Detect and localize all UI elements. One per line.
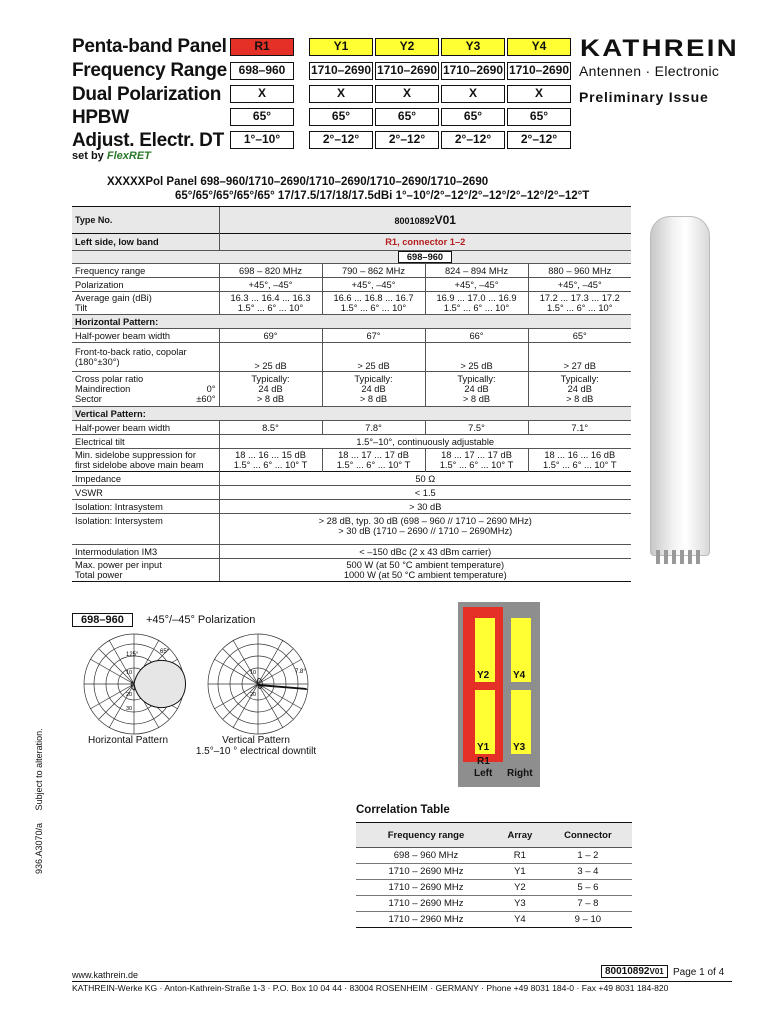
type-number: 80010892V01	[219, 207, 631, 234]
spec-table	[72, 206, 631, 582]
antenna-connector	[680, 550, 684, 564]
pattern-band-box: 698–960	[72, 613, 133, 627]
preliminary-issue: Preliminary Issue	[579, 89, 709, 105]
label-frequency-range: Frequency Range	[72, 60, 227, 81]
correlation-title: Correlation Table	[356, 804, 450, 816]
footer-address: KATHREIN-Werke KG · Anton-Kathrein-Straße 1-3 · P.O. Box 10 04 44 · 83004 ROSENHEIM · GERMANY · Phone +49 8031 184-0 · Fax +49 8031 184-820	[72, 983, 669, 993]
sls-cell: 18 ... 16 ... 15 dB 1.5° ... 6° ... 10° T	[219, 449, 322, 472]
connector-label: R1, connector 1–2	[219, 234, 631, 251]
gain-cell: 17.2 ... 17.3 ... 17.2 1.5° ... 6° ... 10°	[528, 292, 631, 315]
footer-divider	[72, 981, 732, 982]
set-by: set by FlexRET	[72, 150, 151, 162]
hpbw-cell: 65°	[528, 329, 631, 343]
band-y2: Y2	[375, 38, 439, 56]
corr-header: Array	[496, 823, 544, 848]
gain-cell: 16.3 ... 16.4 ... 16.3 1.5° ... 6° ... 10°	[219, 292, 322, 315]
freq-y4: 1710–2690	[507, 62, 571, 80]
pol-y1: X	[309, 85, 373, 103]
tilt-y2: 2°–12°	[375, 131, 439, 149]
power-value: 500 W (at 50 °C ambient temperature) 1000 W (at 50 °C ambient temperature)	[219, 559, 631, 582]
sls-cell: 18 ... 17 ... 17 dB 1.5° ... 6° ... 10° T	[425, 449, 528, 472]
table-row: 1710 – 2690 MHz Y1 3 – 4	[356, 864, 632, 880]
gain-cell: 16.9 ... 17.0 ... 16.9 1.5° ... 6° ... 10°	[425, 292, 528, 315]
freq-r1: 698–960	[230, 62, 294, 80]
tilt-r1: 1°–10°	[230, 131, 294, 149]
band-r1: R1	[230, 38, 294, 56]
footer-type-id: 80010892V01	[601, 965, 668, 978]
freq-cell: 790 – 862 MHz	[322, 264, 425, 278]
freq-cell: 698 – 820 MHz	[219, 264, 322, 278]
hpbw-r1: 65°	[230, 108, 294, 126]
horizontal-pattern-plot	[70, 632, 198, 736]
impedance-value: 50 Ω	[219, 472, 631, 486]
pol-cell: +45°, –45°	[425, 278, 528, 292]
hpbw-y4: 65°	[507, 108, 571, 126]
vhpbw-label: Half-power beam width	[72, 421, 219, 435]
ftb-cell: > 27 dB	[528, 343, 631, 372]
pol-label: Polarization	[72, 278, 219, 292]
freq-y1: 1710–2690	[309, 62, 373, 80]
pol-cell: +45°, –45°	[219, 278, 322, 292]
h-mark-65: 65°	[160, 649, 170, 655]
type-label: Type No.	[72, 207, 219, 234]
xpol-cell: Typically: 24 dB > 8 dB	[425, 372, 528, 407]
ftb-cell: > 25 dB	[322, 343, 425, 372]
ring-label: 20	[250, 692, 257, 698]
pol-r1: X	[230, 85, 294, 103]
pol-cell: +45°, –45°	[322, 278, 425, 292]
band-y1: Y1	[309, 38, 373, 56]
vhpbw-cell: 8.5°	[219, 421, 322, 435]
iso-intra-value: > 30 dB	[219, 500, 631, 514]
array-label-y3: Y3	[513, 742, 526, 753]
product-title-line2: 65°/65°/65°/65°/65° 17/17.5/17/18/17.5dBi 1°–10°/2°–12°/2°–12°/2°–12°/2°–12°T	[175, 190, 590, 202]
pol-y2: X	[375, 85, 439, 103]
table-row: 1710 – 2960 MHz Y4 9 – 10	[356, 912, 632, 928]
freq-y3: 1710–2690	[441, 62, 505, 80]
xpol-label: Cross polar ratio Maindirection 0° Sector ±60°	[72, 372, 219, 407]
left-side-label: Left side, low band	[72, 234, 219, 251]
hpbw-cell: 67°	[322, 329, 425, 343]
corr-header: Connector	[544, 823, 632, 848]
freq-label: Frequency range	[72, 264, 219, 278]
label-adjust-electr-dt: Adjust. Electr. DT	[72, 130, 224, 151]
tilt-y3: 2°–12°	[441, 131, 505, 149]
array-label-y1: Y1	[477, 742, 490, 753]
array-label-y2: Y2	[477, 670, 490, 681]
hpbw-cell: 66°	[425, 329, 528, 343]
sls-cell: 18 ... 17 ... 17 dB 1.5° ... 6° ... 10° T	[322, 449, 425, 472]
horizontal-pattern-label: Horizontal Pattern	[87, 735, 169, 746]
antenna-connector	[656, 550, 660, 564]
pol-y3: X	[441, 85, 505, 103]
power-label: Max. power per input Total power	[72, 559, 219, 582]
iso-inter-value: > 28 dB, typ. 30 dB (698 – 960 // 1710 – 2690 MHz) > 30 dB (1710 – 2690 // 1710 – 2690MHz)	[219, 514, 631, 545]
vertical-pattern-label: Vertical Pattern 1.5°–10 ° electrical downtilt	[195, 735, 317, 757]
pol-y4: X	[507, 85, 571, 103]
vswr-label: VSWR	[72, 486, 219, 500]
antenna-connector	[672, 550, 676, 564]
xpol-cell: Typically: 24 dB > 8 dB	[528, 372, 631, 407]
footer-page-number: Page 1 of 4	[673, 967, 725, 978]
label-penta-band: Penta-band Panel	[72, 36, 227, 57]
ftb-label: Front-to-back ratio, copolar (180°±30°)	[72, 343, 219, 372]
xpol-cell: Typically: 24 dB > 8 dB	[219, 372, 322, 407]
ftb-cell: > 25 dB	[219, 343, 322, 372]
tilt-y4: 2°–12°	[507, 131, 571, 149]
antenna-connector	[688, 550, 692, 564]
vertical-pattern-heading: Vertical Pattern:	[72, 407, 631, 421]
etilt-label: Electrical tilt	[72, 435, 219, 449]
antenna-connector	[664, 550, 668, 564]
sls-cell: 18 ... 16 ... 16 dB 1.5° ... 6° ... 10° T	[528, 449, 631, 472]
band-y3: Y3	[441, 38, 505, 56]
pattern-polarization: +45°/–45° Polarization	[146, 614, 256, 626]
iso-inter-label: Isolation: Intersystem	[72, 514, 219, 545]
band-y4: Y4	[507, 38, 571, 56]
flexret-logo: FlexRET	[106, 150, 151, 162]
antenna-image	[650, 216, 710, 556]
product-title-line1: XXXXXPol Panel 698–960/1710–2690/1710–2690/1710–2690/1710–2690	[107, 176, 489, 188]
hpbw-y1: 65°	[309, 108, 373, 126]
hpbw-label: Half-power beam width	[72, 329, 219, 343]
vertical-pattern-plot	[198, 632, 318, 736]
ring-label: 30	[126, 706, 133, 712]
pol-cell: +45°, –45°	[528, 278, 631, 292]
table-row: 1710 – 2690 MHz Y2 5 – 6	[356, 880, 632, 896]
iso-intra-label: Isolation: Intrasystem	[72, 500, 219, 514]
table-row: 1710 – 2690 MHz Y3 7 – 8	[356, 896, 632, 912]
gain-label: Average gain (dBi) Tilt	[72, 292, 219, 315]
kathrein-logo: KATHREIN	[580, 35, 739, 62]
hpbw-cell: 69°	[219, 329, 322, 343]
vhpbw-cell: 7.8°	[322, 421, 425, 435]
vswr-value: < 1.5	[219, 486, 631, 500]
hpbw-y3: 65°	[441, 108, 505, 126]
im3-label: Intermodulation IM3	[72, 545, 219, 559]
ring-label: 20	[126, 692, 133, 698]
im3-value: < –150 dBc (2 x 43 dBm carrier)	[219, 545, 631, 559]
vhpbw-cell: 7.5°	[425, 421, 528, 435]
h-mark-125: 125°	[126, 652, 139, 658]
impedance-label: Impedance	[72, 472, 219, 486]
band-box: 698–960	[398, 251, 452, 263]
label-dual-polarization: Dual Polarization	[72, 84, 222, 105]
vhpbw-cell: 7.1°	[528, 421, 631, 435]
freq-y2: 1710–2690	[375, 62, 439, 80]
table-row: 698 – 960 MHz R1 1 – 2	[356, 848, 632, 864]
antenna-connector	[696, 550, 700, 564]
xpol-cell: Typically: 24 dB > 8 dB	[322, 372, 425, 407]
array-label-y4: Y4	[513, 670, 526, 681]
sls-label: Min. sidelobe suppression for first sidelobe above main beam	[72, 449, 219, 472]
freq-cell: 880 – 960 MHz	[528, 264, 631, 278]
freq-cell: 824 – 894 MHz	[425, 264, 528, 278]
array-label-right: Right	[507, 768, 533, 779]
brand-subtitle: Antennen · Electronic	[579, 63, 720, 79]
corr-header: Frequency range	[356, 823, 496, 848]
tilt-y1: 2°–12°	[309, 131, 373, 149]
horizontal-pattern-heading: Horizontal Pattern:	[72, 315, 631, 329]
ring-label: 10	[126, 670, 133, 676]
side-note: 936.A3070/a Subject to alteration.	[34, 728, 44, 874]
array-label-left: Left	[474, 768, 493, 779]
ring-label: 10	[250, 670, 257, 676]
v-mark-tilt: 7.8°	[295, 669, 306, 675]
array-label-r1: R1	[477, 756, 490, 767]
gain-cell: 16.6 ... 16.8 ... 16.7 1.5° ... 6° ... 10°	[322, 292, 425, 315]
correlation-table	[356, 822, 632, 928]
hpbw-y2: 65°	[375, 108, 439, 126]
label-hpbw: HPBW	[72, 107, 129, 128]
etilt-value: 1.5°–10°, continuously adjustable	[219, 435, 631, 449]
footer-website[interactable]: www.kathrein.de	[72, 970, 139, 980]
ftb-cell: > 25 dB	[425, 343, 528, 372]
